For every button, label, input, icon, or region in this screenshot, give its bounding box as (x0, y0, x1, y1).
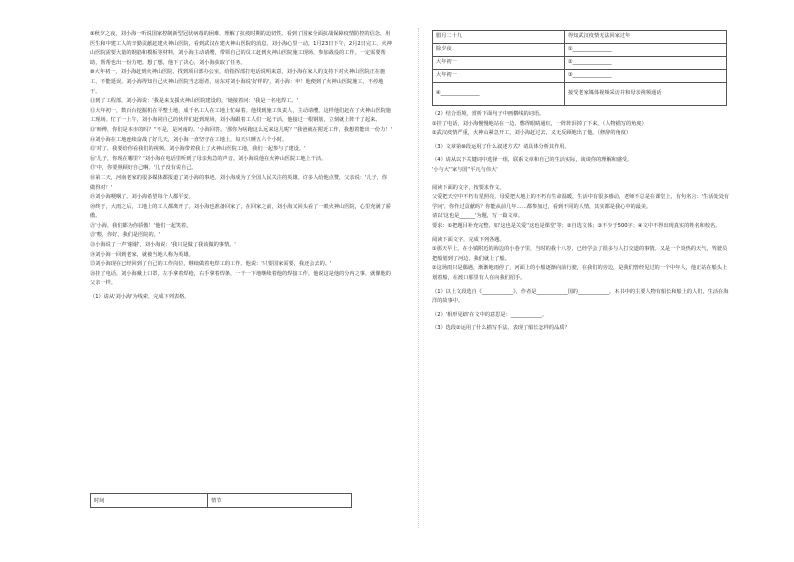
paragraph: ⑯'儿子，你现在哪里？'刘小海在电话里听到了母亲焦急的声音。刘小海说他在火神山医院工地上干活。 (90, 155, 327, 162)
column-divider (418, 28, 419, 528)
table-cell: 除夕夜 (433, 44, 565, 57)
section-2-requirements: 要求：①把题目补充完整，如'这也是关爱''这也是课堂'等；②自选文体；③不少于500字；④文中不得出现真实的姓名和校名。 (432, 222, 721, 229)
question-last: （3）选段②运用了什么描写手法，表现了船长怎样的品质？ (432, 325, 570, 332)
left-column (90, 30, 392, 303)
question-4-keywords: '小与大''家与国''平凡与伟大' (432, 166, 498, 173)
table-cell: 大年初一 (433, 57, 565, 70)
table-cell: 腊月二十九 (433, 31, 565, 44)
paragraph: ⑩大年初一，刘小海赶到火神山医院，找到项目部办公室，给指挥部打电话说明来意，刘小海在家人的支持下对火神山医院正在施工，不能延误。刘小海得知自己火神山医院当志愿者，房东对刘小海说'好样的'，刘小海：申！他便到了火神山医院施工，不停地干。 (90, 69, 386, 95)
paragraph: ⑰'中，你要照顾好自己啊。'儿子没有说自己。 (90, 165, 197, 172)
table-header-plot: 情节 (208, 494, 352, 508)
table-header-time: 时间 (91, 494, 208, 508)
paragraph: ㉕刘小海现在已经回到了自己的工作岗位，继续做着电焊工的工作。他说：'只要国家需要，我还会去的。' (90, 261, 332, 268)
section-2-prompt: 请以'这也是______'为题，写一篇文章。 (432, 213, 524, 220)
table-row (433, 57, 727, 70)
paragraph: ㉒'喂，你好，我们是医院的。' (90, 232, 161, 239)
question-1: （1）请从'刘小海'为线索，完成下列表格。 (90, 294, 190, 301)
paragraph: ㉔刘小海一回到老家，就被当地人称为英雄。 (90, 251, 194, 258)
table-cell[interactable]: ④_______________ (433, 83, 565, 106)
paragraph: ㉑'小海，我们都为你骄傲！'他们一起笑着。 (90, 222, 192, 229)
plot-table-header (90, 493, 352, 508)
table-cell[interactable]: ②_______________ (565, 57, 727, 70)
section-3-title: 阅读下面文字，完成下列各题。 (432, 236, 505, 243)
table-cell: 大年初一 (433, 70, 565, 83)
question-2-item: ②武汉疫情严重，火神山紧急开工，刘小海赶过去，义无反顾地出了他。（修辞的角度） (432, 130, 632, 137)
paragraph: ㉓小海说了一声'谢谢'，刘小海说：'我只是做了我该做的事情。' (90, 242, 236, 249)
section-2-title: 阅读下面的文字，按要求作文。 (432, 184, 505, 191)
table-cell[interactable]: ③_______________ (565, 70, 727, 83)
section-3-paragraph: ①那天早上，在小镇附近的海边的小巷子里，当时的我十八岁，已经学会了很多与人打交道的事情。又是一个炎热的天气，驾驶员把船划到了河边，我们就上了船。 (432, 246, 728, 262)
question-2: （2）结合语境，赏析下面句子中画横线的词语。 (432, 111, 545, 117)
question-phrase: （2）'相形见绌'在文中的意思是：____________。 (432, 311, 548, 318)
table-row (433, 70, 727, 83)
paragraph: ⑱第二天，河南老家的很多媒体都报道了刘小海的事迹。刘小海成为了全国人民关注的英雄。许多人给他点赞，父亲说：'儿子，你做得对！' (90, 174, 388, 191)
paragraph: ⑭刘小海在工地连续奋战了好几天，刘小海一直坚守在工地上，每天只睡五六个小时。 (90, 136, 288, 143)
paragraph: ⑳终于，大雨之后，工地上的工人都离开了。刘小海也准备回家了，在回家之前，刘小海又回头看了一眼火神山医院，心里充满了骄傲。 (90, 203, 391, 220)
table-cell: 接受老家媒体视频采访并和母亲视频通话 (565, 83, 727, 106)
table-cell: 得知武汉疫情无法回家过年 (565, 31, 727, 44)
table-row (433, 44, 727, 57)
question-4: （4）请从以下关键词中选择一组，联系文章和自己的生活实际，谈谈你的理解和感受。 (432, 157, 633, 164)
paragraph: ⑲刘小海哽咽了。刘小海希望每个人都平安。 (90, 194, 194, 201)
paragraph: ⑮'对了，我要给你看我们的视频，刘小海带着我上了火神山医院工地，我们一起参与了建设。' (90, 146, 306, 153)
table-cell[interactable]: ①_______________ (565, 44, 727, 57)
table-row (433, 31, 727, 44)
plot-table (432, 30, 727, 106)
paragraph: ⑪到了工程部，刘小海说：'我是来支援火神山医院建设的。'她接着问：'我是一名电焊工。' (90, 98, 299, 105)
table-row (433, 83, 727, 106)
question-3: （3）文章第⑩段运用了什么叙述方式？请具体分析其作用。 (432, 143, 570, 150)
question-2-item: ①挂了电话，刘小海慢慢地站在一边，憋得眼睛通红，一阵阵泪掉了下来。（人物描写的角度） (432, 120, 647, 127)
section-3-paragraph: ②这场雨只是偶遇，渐渐地雨停了，河面上的小船逐渐向前行驶，在我们的旁边，是我们曾经见过的一个中年人，他正站在船头上划着船，在渡口那里有人在向我们招手。 (432, 265, 728, 281)
paragraph: ㉖挂了电话，刘小海戴上口罩，左手拿着焊枪，右手拿着焊条，一干一下地继续着他的焊接工作。他说这是他的分内之事，就像他的父亲一样。 (90, 270, 391, 287)
question-fill: （1）以上文段选自《____________》，作者是____________国的____________。本书中的主要人物有船长和船上的人们，生活在海洋的故事中。 (432, 288, 729, 305)
paragraph: ⑬'师傅，你们是本市的吗？''不是，是河南的。'小海回答。'那你为啥跑这么远来这儿呢？''我爸就在附近工作，我想着能出一份力！' (90, 126, 392, 133)
section-2-text: 父爱把天空中不朽有星照亮，母爱把大地上的不朽有生命温暖，生活中有很多感动，老师不总是在课堂上，有句名言：'生活处处有学问'。你作过贡献吗？你能从前几年……都参加过，看到不同的人情，其实都是我心中的最美。 (432, 194, 730, 210)
right-column (432, 30, 732, 334)
paragraph: ⑨秋夕之夜，刘小海一听说国家控制新型冠状病毒的困难，理解了抗疫时期的迫切性。看到了国家全面抗战保障疫情防控的信念，用医生和中建工人的辛勤贡献赶建火神山医院，看到武汉在建火神山医院的消息，刘小海心里一动。1月23日下午，2月2日完工，火神山医院需要大量的钢筋和模板等材料，刘小海主动请缨，带领自己的员工赶到火神山医院施工现场，参加战役的工作。一定需要帮助，帮帮也出一份力吧。想了想，他下了决心，刘小海获取了任务。 (90, 31, 392, 66)
paragraph: ⑫大年初一，数百台挖掘机在平整土地，成千名工人在工地上忙碌着。他找到施工负责人，主动请缨，这样他们赶在了火神山医院施工现场。忙了一上午，刘小海同自己的伙伴们赶到现场，刘小海跟着工人们一起干活，他接过一根钢筋，立刻就上阵干了起来。 (90, 107, 391, 124)
